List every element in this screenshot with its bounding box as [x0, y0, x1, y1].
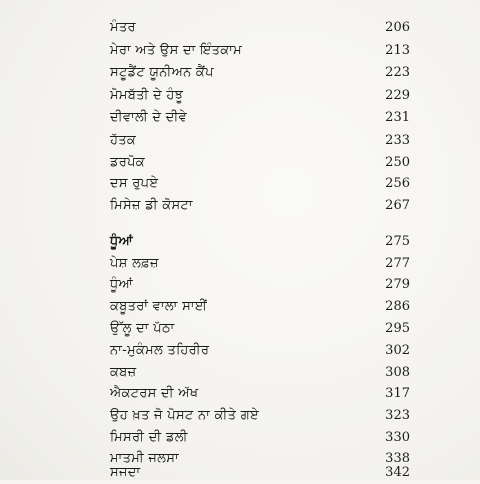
toc-entry-page: 233	[385, 133, 410, 148]
section-page: 275	[385, 234, 410, 249]
toc-entry-page: 229	[385, 88, 410, 103]
toc-entry	[110, 253, 410, 275]
toc-entry-title: ਮਿਸੇਜ਼ ਡੀ ਕੋਸਟਾ	[110, 198, 193, 213]
toc-entry-title: ਮੋਮਬੱਤੀ ਦੇ ਹੰਝੂ	[110, 88, 184, 103]
toc-entry	[110, 340, 410, 362]
toc-entry-title: ਦੀਵਾਲੀ ਦੇ ਦੀਵੇ	[110, 110, 188, 125]
toc-entry-page: 330	[385, 430, 410, 445]
toc-entry-page: 338	[385, 451, 410, 466]
toc-entry-title: ਸਜਦਾ	[110, 465, 141, 480]
toc-entry-page: 231	[385, 110, 410, 125]
toc-entry-title: ਨਾ-ਮੁਕੰਮਲ ਤਹਿਰੀਰ	[110, 343, 210, 358]
toc-section-heading	[110, 231, 410, 253]
toc-entry	[110, 274, 410, 296]
toc-entry-title: ਐਕਟਰਸ ਦੀ ਅੱਖ	[110, 386, 199, 401]
toc-entry	[110, 318, 410, 340]
toc-entry-title: ਧੂੰਆਂ	[110, 277, 133, 292]
toc-entry	[110, 195, 410, 217]
toc-entry-page: 279	[385, 277, 410, 292]
toc-entry-page: 206	[385, 20, 410, 35]
toc-entry	[110, 107, 410, 129]
toc-entry	[110, 62, 410, 84]
toc-entry-title: ਮਿਸਰੀ ਦੀ ਡਲੀ	[110, 430, 188, 445]
toc-entry	[110, 296, 410, 318]
toc-entry	[110, 130, 410, 152]
toc-entry-title: ਕਬੂਤਰਾਂ ਵਾਲਾ ਸਾਈਂ	[110, 299, 208, 314]
toc-entry-page: 308	[385, 365, 410, 380]
toc-entry-title: ਹੱਤਕ	[110, 133, 137, 148]
toc-entry-page: 295	[385, 321, 410, 336]
toc-entry-page: 213	[385, 43, 410, 58]
toc-entry-title: ਮੰਤਰ	[110, 20, 136, 35]
toc-entry-page: 223	[385, 65, 410, 80]
toc-entry	[110, 383, 410, 405]
toc-entry-page: 250	[385, 155, 410, 170]
toc-entry-title: ਮਾਤਮੀ ਜਲਸਾ	[110, 451, 179, 466]
toc-entry	[110, 17, 410, 39]
toc-entry-page: 267	[385, 198, 410, 213]
toc-entry-title: ਪੇਸ਼ ਲਫ਼ਜ਼	[110, 256, 159, 271]
toc-entry-title: ਉਹ ਖ਼ਤ ਜੋ ਪੋਸਟ ਨਾ ਕੀਤੇ ਗਏ	[110, 408, 259, 423]
toc-entry	[110, 405, 410, 427]
toc-entry	[110, 85, 410, 107]
toc-entry-title: ਸਟੂਡੈਂਟ ਯੂਨੀਅਨ ਕੈਂਪ	[110, 65, 214, 80]
toc-entry-title: ਦਸ ਰੁਪਏ	[110, 176, 159, 191]
toc-entry	[110, 427, 410, 449]
toc-entry-page: 302	[385, 343, 410, 358]
toc-entry-title: ਉੱਲੂ ਦਾ ਪੱਠਾ	[110, 321, 175, 336]
toc-entry-title: ਡਰਪੋਕ	[110, 155, 145, 170]
toc-entry	[110, 40, 410, 62]
toc-entry	[110, 173, 410, 195]
toc-entry-page: 286	[385, 299, 410, 314]
toc-entry-page: 277	[385, 256, 410, 271]
toc-entry-page: 342	[385, 465, 410, 480]
toc-entry	[110, 362, 410, 384]
toc-entry-page: 256	[385, 176, 410, 191]
toc-entry	[110, 152, 410, 174]
toc-entry-page: 323	[385, 408, 410, 423]
toc-entry-page: 317	[385, 386, 410, 401]
toc-entry-title: ਕਬਜ਼	[110, 365, 137, 380]
toc-entry-title: ਮੇਰਾ ਅਤੇ ਉਸ ਦਾ ਇੰਤਕਾਮ	[110, 43, 242, 58]
section-title: ਧੂੰਆਂ	[110, 234, 133, 249]
toc-entry	[110, 462, 410, 484]
